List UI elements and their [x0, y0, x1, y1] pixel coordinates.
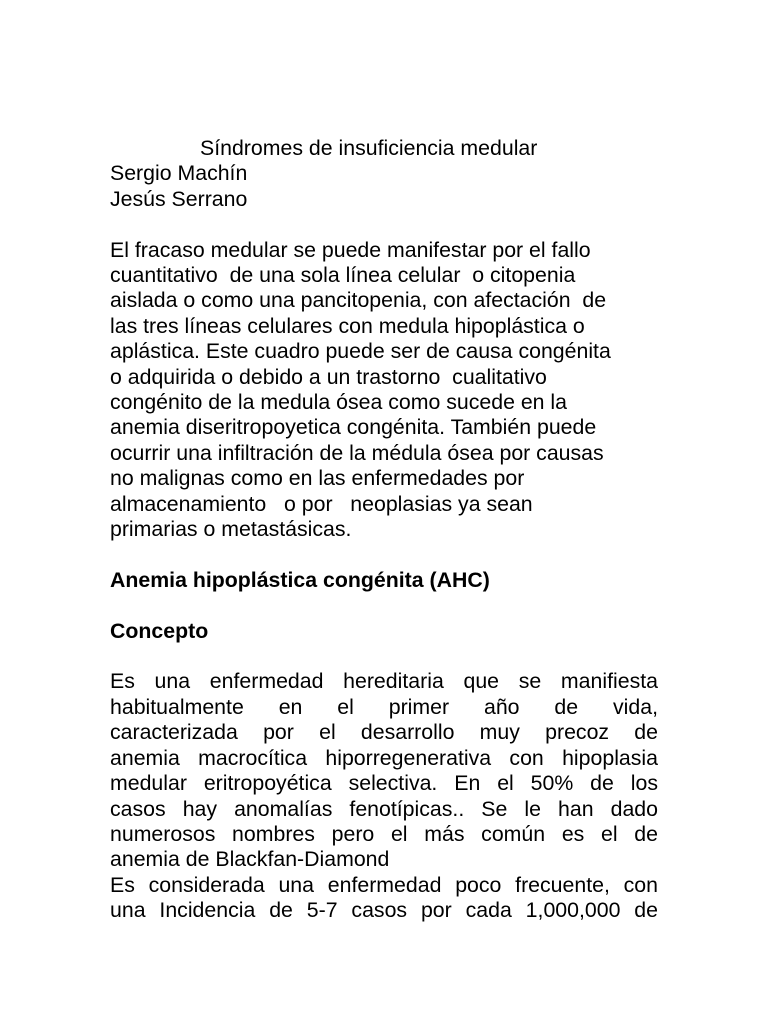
paragraph-line: almacenamiento o por neoplasias ya sean [110, 491, 533, 516]
blank-line [110, 212, 658, 237]
paragraph-line: anemia macrocítica hiporregenerativa con hipoplasia [110, 745, 658, 770]
paragraph-line: no malignas como en las enfermedades por [110, 466, 525, 491]
paragraph-line: las tres líneas celulares con medula hipoplástica o [110, 313, 585, 338]
author-name: Jesús Serrano [110, 186, 248, 211]
section-heading: Anemia hipoplástica congénita (AHC) [110, 567, 490, 592]
paragraph-line: primarias o metastásicas. [110, 517, 352, 542]
incidence-paragraph [110, 873, 658, 924]
blank-line [110, 644, 658, 669]
document-page [110, 136, 658, 924]
paragraph-line: medular eritropoyética selectiva. En el 50% de los [110, 771, 658, 796]
concept-paragraph [110, 669, 658, 872]
intro-paragraph [110, 238, 658, 543]
subheading: Concepto [110, 618, 209, 643]
blank-line [110, 542, 658, 567]
paragraph-line: aislada o como una pancitopenia, con afectación de [110, 288, 607, 313]
paragraph-line: El fracaso medular se puede manifestar por el fallo [110, 237, 591, 262]
paragraph-line: Es una enfermedad hereditaria que se manifiesta [110, 669, 658, 694]
paragraph-line: una Incidencia de 5-7 casos por cada 1,000,000 de [110, 898, 658, 923]
author-name: Sergio Machín [110, 161, 248, 186]
paragraph-line: habitualmente en el primer año de vida, [110, 694, 658, 719]
paragraph-line: o adquirida o debido a un trastorno cualitativo [110, 364, 547, 389]
paragraph-line: anemia de Blackfan-Diamond [110, 847, 390, 872]
paragraph-line: cuantitativo de una sola línea celular o citopenia [110, 263, 576, 288]
paragraph-line: aplástica. Este cuadro puede ser de causa congénita [110, 339, 611, 364]
paragraph-line: ocurrir una infiltración de la médula ósea por causas [110, 440, 604, 465]
paragraph-line: casos hay anomalías fenotípicas.. Se le han dado [110, 796, 658, 821]
paragraph-line: Es considerada una enfermedad poco frecuente, con [110, 872, 658, 897]
paragraph-line: caracterizada por el desarrollo muy precoz de [110, 720, 658, 745]
paragraph-line: numerosos nombres pero el más común es el de [110, 821, 658, 846]
paragraph-line: congénito de la medula ósea como sucede en la [110, 390, 568, 415]
document-title: Síndromes de insuficiencia medular [200, 136, 538, 160]
paragraph-line: anemia diseritropoyetica congénita. También puede [110, 415, 597, 440]
blank-line [110, 593, 658, 618]
